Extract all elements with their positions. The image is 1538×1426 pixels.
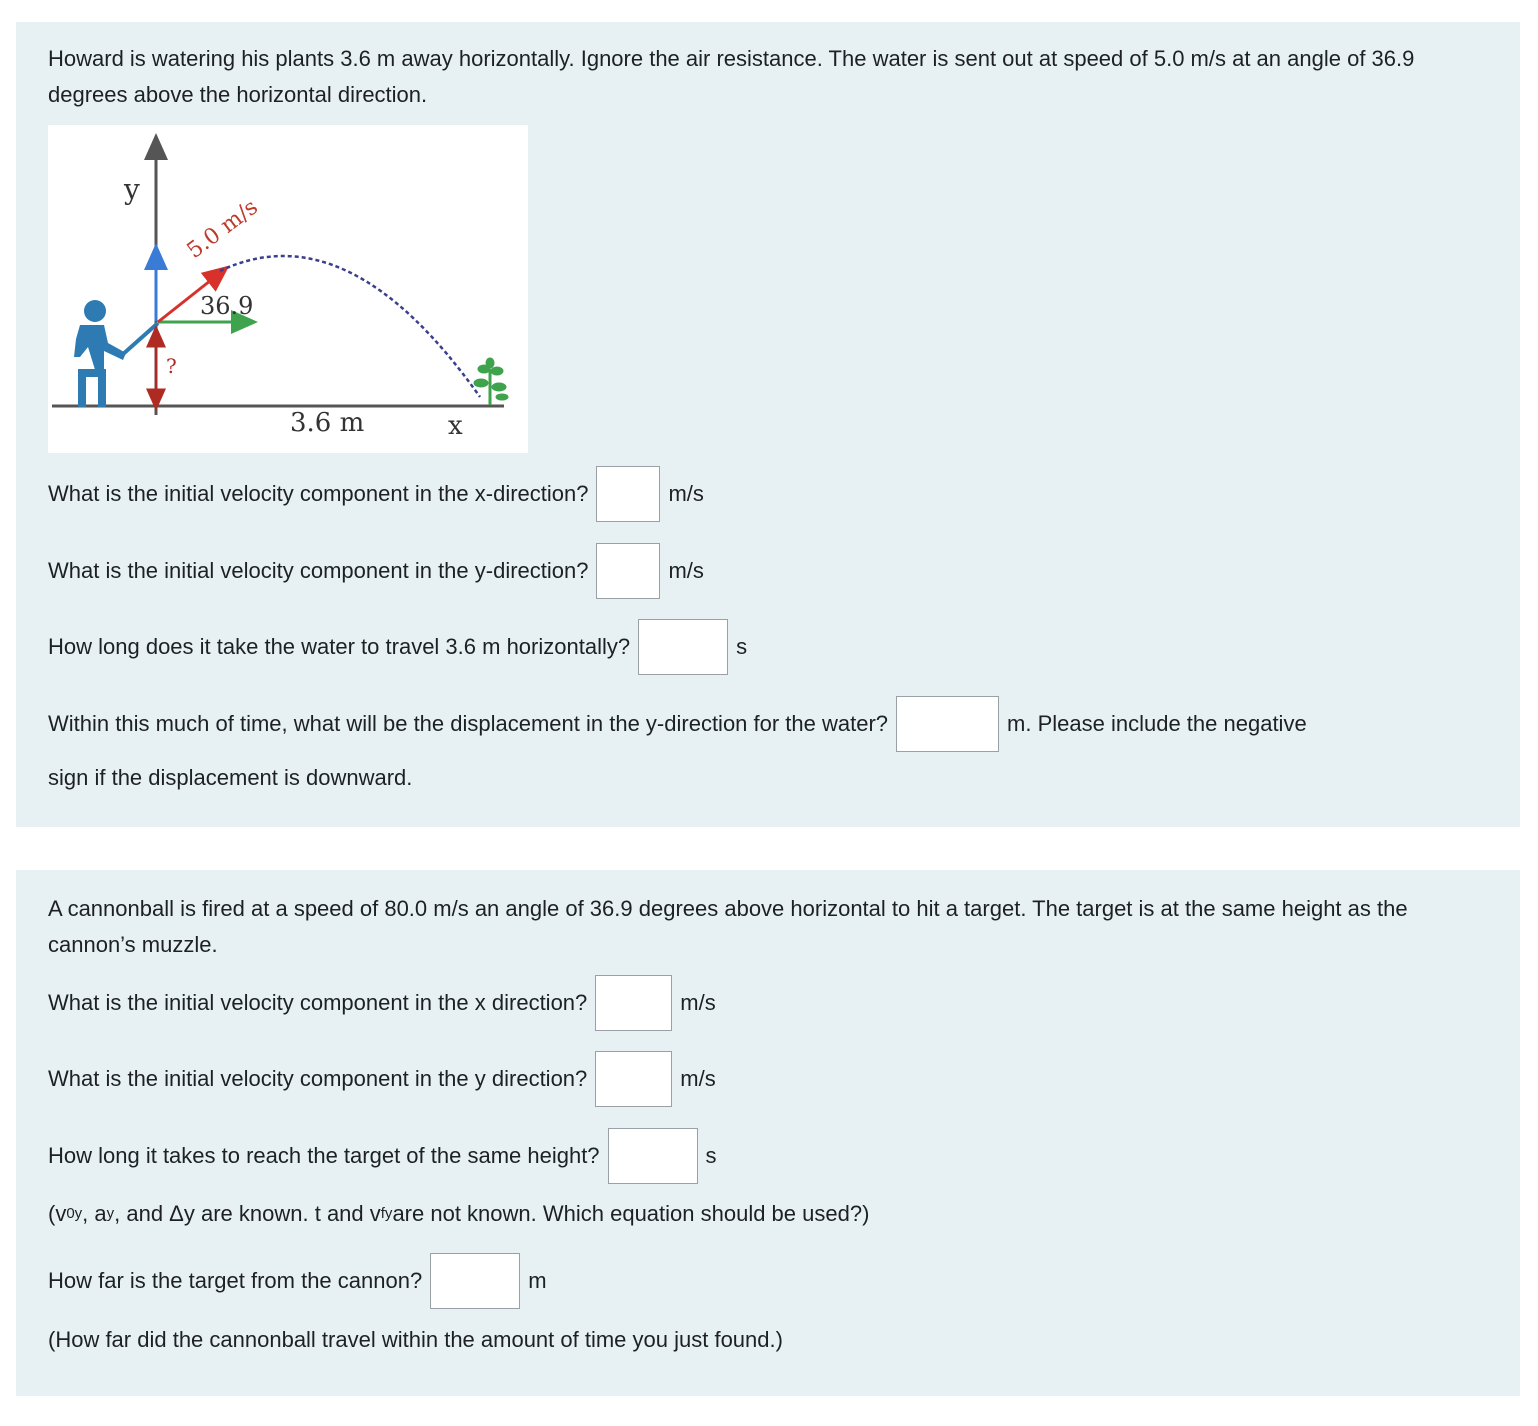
q1-part-4-unit: m. Please include the negative (1007, 711, 1307, 736)
question-2-card (16, 870, 1520, 1396)
q1-part-3-prompt: How long does it take the water to travel 3.6 m horizontally? (48, 634, 631, 659)
y-axis-label: y (124, 173, 140, 206)
q1-part-2 (48, 542, 704, 600)
x-axis-label: x (448, 411, 463, 441)
q2-distance-prompt: How far is the target from the cannon? (48, 1268, 423, 1293)
q1-time-input[interactable] (638, 619, 728, 675)
q1-part-3-unit: s (736, 634, 748, 659)
q2-hint-end: are not known. Which equation should be used?) (392, 1201, 870, 1226)
q2-hint-mid: , and Δy are known. t and v (114, 1201, 381, 1226)
plant-icon (474, 358, 508, 405)
q2-part-3-unit: s (705, 1143, 717, 1168)
q1-part-2-prompt: What is the initial velocity component in the y-direction? (48, 558, 589, 583)
q1-part-1 (48, 465, 704, 523)
q1-part-4-continuation-line (48, 749, 412, 807)
q2-part-3 (48, 1127, 717, 1185)
q2-part-1-unit: m/s (680, 990, 716, 1015)
trajectory-path (220, 256, 480, 397)
q1-part-4-prompt: Within this much of time, what will be the displacement in the y-direction for the water? (48, 711, 889, 736)
q2-equation-hint: (v 0y , a y , and Δy are known. t and v fy are not known. Which equation should be used?) (48, 1201, 870, 1226)
height-unknown-label: ? (166, 354, 177, 378)
question-1-card (16, 22, 1520, 827)
q2-distance (48, 1252, 547, 1310)
q2-part-1-prompt: What is the initial velocity component in the x direction? (48, 990, 588, 1015)
q2-vx-input[interactable] (595, 975, 672, 1031)
q1-displacement-input[interactable] (896, 696, 999, 752)
q2-part-3-prompt: How long it takes to reach the target of the same height? (48, 1143, 600, 1168)
distance-label: 3.6 m (290, 408, 365, 438)
q1-vy-input[interactable] (596, 543, 660, 599)
q2-hint-open: (v (48, 1201, 67, 1226)
person-icon (74, 300, 158, 407)
q2-distance-hint: (How far did the cannonball travel within the amount of time you just found.) (48, 1327, 783, 1352)
q1-vx-input[interactable] (596, 466, 660, 522)
question-1-intro: Howard is watering his plants 3.6 m away horizontally. Ignore the air resistance. The water is sent out at speed of 5.0 m/s at an angle of 36.9 degrees above the horizontal direction. (48, 46, 1415, 107)
projectile-diagram (48, 125, 528, 453)
q1-part-2-unit: m/s (668, 558, 704, 583)
q2-distance-input[interactable] (430, 1253, 520, 1309)
q1-part-4-continuation: sign if the displacement is downward. (48, 765, 413, 790)
q1-part-1-prompt: What is the initial velocity component in the x-direction? (48, 481, 589, 506)
q2-distance-hint-line (48, 1320, 783, 1360)
q1-part-1-unit: m/s (668, 481, 704, 506)
q2-hint-sep1: , a (82, 1201, 107, 1226)
q2-part-2-prompt: What is the initial velocity component in the y direction? (48, 1066, 588, 1091)
question-2-intro: A cannonball is fired at a speed of 80.0 m/s an angle of 36.9 degrees above horizontal to hit a target. The target is at the same height as the cannon’s muzzle. (48, 896, 1408, 957)
q1-part-3 (48, 618, 747, 676)
q1-part-4 (48, 695, 1307, 753)
q2-distance-unit: m (528, 1268, 547, 1293)
q2-time-input[interactable] (608, 1128, 698, 1184)
speed-label: 5.0 m/s (182, 194, 263, 264)
q2-part-2 (48, 1050, 716, 1108)
q2-part-1 (48, 974, 716, 1032)
angle-label: 36.9 (200, 292, 254, 320)
q2-part-2-unit: m/s (680, 1066, 716, 1091)
q2-vy-input[interactable] (595, 1051, 672, 1107)
projectile-diagram-svg (48, 125, 528, 453)
